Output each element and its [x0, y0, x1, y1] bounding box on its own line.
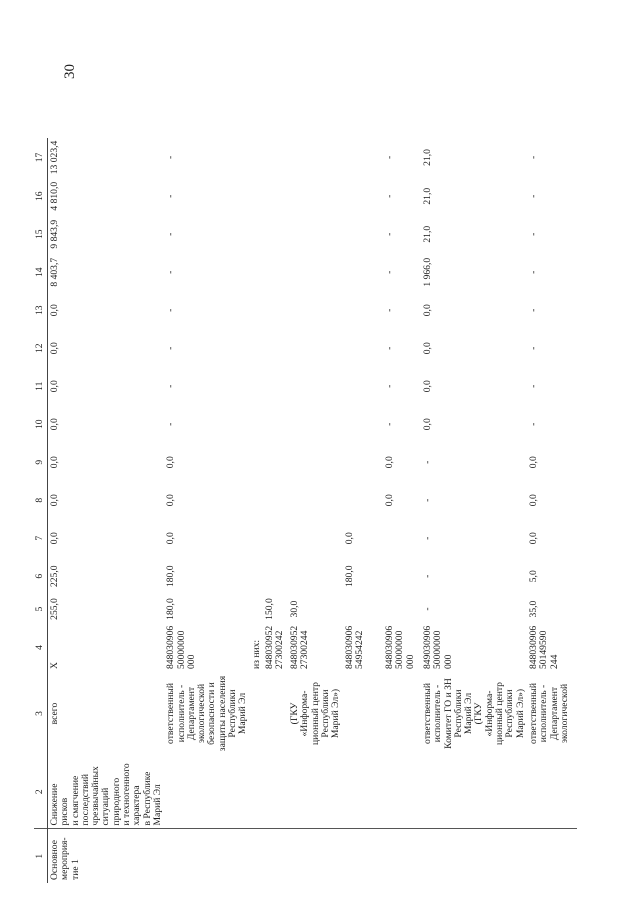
table-cell: -: [383, 346, 395, 350]
table-cell: 0,0: [383, 494, 395, 507]
table-row: [250, 138, 263, 883]
table-cell: [343, 481, 383, 519]
table-cell: [250, 177, 263, 215]
table-row: [263, 138, 288, 883]
table-cell: [343, 215, 383, 253]
header-row: [34, 138, 48, 883]
table-cell: -: [165, 232, 177, 236]
table-cell: 0,0: [421, 418, 433, 431]
table-cell: 21,0: [421, 225, 433, 243]
page-number: 30: [62, 64, 78, 79]
table-cell: 848030906 50000000 000: [383, 625, 416, 669]
table-row: [383, 138, 421, 883]
table-cell: [383, 595, 421, 623]
header-cell: 11: [34, 367, 48, 405]
table-cell: [383, 672, 421, 755]
table-cell: 0,0: [49, 418, 60, 431]
table-cell: [250, 595, 263, 623]
table-cell: -: [383, 422, 395, 426]
table-cell: [250, 367, 263, 405]
table-cell: 0,0: [165, 532, 177, 545]
table-cell: [263, 329, 288, 367]
table-cell: 849030906 50000000 000: [421, 625, 454, 669]
table-cell: 848030906 50000000 000: [165, 625, 197, 669]
table-cell: -: [421, 574, 433, 578]
table-cell: 848030952 27300244: [288, 625, 311, 669]
table-cell: 180,0: [165, 598, 177, 620]
table-cell: [288, 367, 343, 405]
table-cell: [288, 481, 343, 519]
table-cell: 4 810,0: [49, 181, 60, 211]
table-cell: 0,0: [49, 304, 60, 317]
table-cell: 21,0: [421, 149, 433, 166]
table-row: [343, 138, 383, 883]
table-cell: -: [527, 270, 539, 274]
table-cell: -: [527, 194, 539, 198]
table-cell: [343, 672, 383, 755]
header-cell: 2: [34, 755, 48, 829]
table-cell: Снижение рисков и смягчение последствий чрезвычайных ситуаций природного и техногенного характера в Республике Марий Эл: [48, 755, 165, 829]
table-cell: [164, 755, 249, 829]
table-cell: [250, 138, 263, 178]
table-cell: [250, 405, 263, 443]
table-cell: 0,0: [343, 532, 355, 545]
table-cell: [343, 138, 383, 178]
table-row: [48, 138, 165, 883]
header-cell: 15: [34, 215, 48, 253]
table-cell: [263, 253, 288, 291]
table-cell: 848030906 54954242: [343, 625, 366, 669]
table-cell: [288, 829, 343, 883]
table-cell: [383, 557, 421, 595]
table-cell: -: [421, 498, 433, 502]
table-cell: 180,0: [165, 565, 177, 588]
table-cell: из них:: [250, 639, 262, 669]
table-cell: [421, 829, 527, 883]
header-cell: 14: [34, 253, 48, 291]
table-cell: 0,0: [165, 494, 177, 507]
table-cell: 0,0: [49, 380, 60, 393]
table-cell: -: [165, 270, 177, 274]
header-cell: 5: [34, 595, 48, 623]
table-cell: [288, 755, 343, 829]
table-cell: 0,0: [49, 342, 60, 355]
table-cell: 30,0: [288, 600, 300, 618]
header-cell: 7: [34, 519, 48, 557]
table-cell: [527, 755, 577, 829]
table-cell: -: [165, 422, 177, 426]
table-row: [527, 138, 577, 883]
table-cell: [343, 595, 383, 623]
table-cell: [250, 329, 263, 367]
table-cell: -: [383, 270, 395, 274]
table-cell: [288, 557, 343, 595]
table-cell: [288, 253, 343, 291]
table-cell: 225,0: [49, 565, 60, 588]
table-cell: 1 966,0: [421, 257, 433, 287]
table-cell: [250, 253, 263, 291]
table-cell: -: [383, 308, 395, 312]
table-cell: [343, 443, 383, 481]
table-cell: -: [527, 308, 539, 312]
budget-table: [34, 138, 577, 883]
table-cell: [263, 367, 288, 405]
table-cell: ответственный исполнитель - Департамент экологической безопасности и защиты населения Республики Марий Эл: [165, 675, 249, 752]
table-cell: 848030952 27300242: [263, 625, 286, 669]
table-cell: 0,0: [421, 304, 433, 317]
table-cell: [383, 519, 421, 557]
table-cell: -: [383, 232, 395, 236]
table-cell: [250, 557, 263, 595]
table-cell: [250, 291, 263, 329]
table-cell: [288, 177, 343, 215]
table-cell: [250, 672, 263, 755]
table-cell: 21,0: [421, 187, 433, 205]
table-row: [421, 138, 527, 883]
table-cell: -: [383, 384, 395, 388]
table-cell: -: [421, 607, 433, 611]
table-cell: [343, 177, 383, 215]
table-cell: [343, 253, 383, 291]
table-cell: [288, 138, 343, 178]
table-cell: 848030906 50149590 244: [527, 625, 560, 669]
table-cell: 255,0: [49, 598, 60, 620]
table-cell: -: [527, 346, 539, 350]
table-cell: -: [421, 460, 433, 464]
table-cell: ответственный исполнитель - Департамент экологической: [527, 683, 570, 744]
table-cell: [263, 405, 288, 443]
header-cell: 17: [34, 138, 48, 178]
header-cell: 8: [34, 481, 48, 519]
table-cell: -: [527, 155, 539, 160]
table-cell: 180,0: [343, 565, 355, 588]
table-cell: [263, 443, 288, 481]
table-cell: [250, 215, 263, 253]
table-cell: [250, 481, 263, 519]
table-cell: 5,0: [527, 570, 539, 583]
table-cell: [263, 215, 288, 253]
table-cell: Основное мероприя- тие 1: [48, 829, 165, 883]
table-cell: -: [165, 384, 177, 388]
table-cell: 0,0: [527, 456, 539, 469]
header-cell: 3: [34, 672, 48, 755]
table-row: [288, 138, 343, 883]
table-cell: [263, 177, 288, 215]
table-cell: [421, 755, 527, 829]
table-cell: [250, 519, 263, 557]
table-cell: 13 023,4: [49, 140, 60, 175]
table-cell: 0,0: [383, 456, 395, 469]
table-cell: [343, 755, 383, 829]
table-cell: -: [165, 194, 177, 198]
table-cell: -: [421, 536, 433, 540]
header-cell: 4: [34, 623, 48, 672]
table-cell: 8 403,7: [49, 257, 60, 287]
table-cell: [263, 481, 288, 519]
table-cell: [343, 367, 383, 405]
table-cell: -: [527, 422, 539, 426]
table-cell: [263, 519, 288, 557]
table-cell: [288, 405, 343, 443]
table-cell: [288, 215, 343, 253]
table-cell: [250, 443, 263, 481]
table-cell: -: [383, 155, 395, 160]
table-cell: [383, 829, 421, 883]
table-cell: -: [527, 232, 539, 236]
table-cell: [527, 829, 577, 883]
table-cell: [164, 829, 249, 883]
header-cell: 9: [34, 443, 48, 481]
table-cell: [288, 519, 343, 557]
table-cell: -: [165, 308, 177, 312]
table-cell: 0,0: [527, 532, 539, 545]
table-cell: [263, 755, 288, 829]
table-cell: 0,0: [421, 380, 433, 393]
table-cell: ответственный исполнитель - Комитет ГО и ЗН Республики Марий Эл (ГКУ «Информа- ционный центр Республики Марий Эл»): [421, 678, 526, 749]
table-cell: 9 843,9: [49, 219, 60, 249]
table-cell: -: [165, 155, 177, 160]
table-cell: 0,0: [527, 494, 539, 507]
table-cell: X: [49, 662, 60, 669]
table-cell: [263, 291, 288, 329]
table-cell: [343, 291, 383, 329]
header-cell: 16: [34, 177, 48, 215]
table-cell: [263, 138, 288, 178]
table-cell: 0,0: [49, 532, 60, 545]
table-cell: [288, 291, 343, 329]
table-cell: 0,0: [49, 494, 60, 507]
table-cell: [263, 557, 288, 595]
table-cell: [343, 329, 383, 367]
table-cell: -: [165, 346, 177, 350]
header-cell: 10: [34, 405, 48, 443]
table-cell: всего: [49, 702, 60, 725]
table-cell: 0,0: [421, 342, 433, 355]
table-cell: [250, 829, 263, 883]
table-cell: -: [527, 384, 539, 388]
header-cell: 12: [34, 329, 48, 367]
header-cell: 6: [34, 557, 48, 595]
table-cell: (ГКУ «Информа- ционный центр Республики Марий Эл»): [288, 682, 342, 745]
table-cell: [263, 672, 288, 755]
table-cell: 35,0: [527, 600, 539, 618]
table-cell: [288, 329, 343, 367]
header-cell: 13: [34, 291, 48, 329]
table-cell: [288, 443, 343, 481]
table-cell: 150,0: [263, 598, 275, 620]
header-cell: 1: [34, 829, 48, 883]
table-cell: [250, 755, 263, 829]
table-cell: 0,0: [165, 456, 177, 469]
table-cell: [383, 755, 421, 829]
table-row: [164, 138, 249, 883]
table-cell: -: [383, 194, 395, 198]
table-cell: 0,0: [49, 456, 60, 469]
table-cell: [263, 829, 288, 883]
table-cell: [343, 829, 383, 883]
table-cell: [343, 405, 383, 443]
